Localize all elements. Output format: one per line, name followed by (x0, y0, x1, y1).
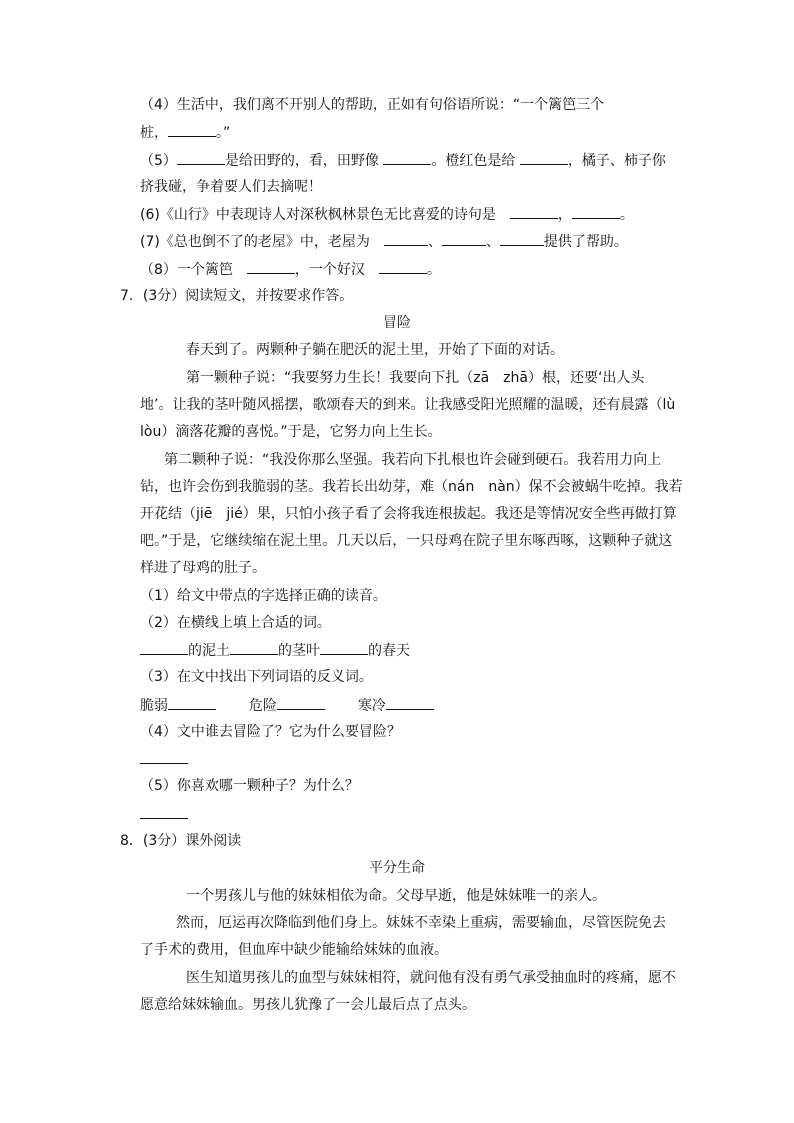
q7-sub2-fills: 的泥土 的茎叶 的春天 (140, 640, 410, 661)
answer-blank[interactable] (247, 259, 295, 274)
q8-title: 平分生命 (369, 860, 425, 876)
q7-sub1: （1）给文中带点的字选择正确的读音。 (140, 588, 387, 604)
answer-blank[interactable] (384, 231, 428, 246)
answer-blank[interactable] (320, 640, 368, 655)
q8-header: 8．(3分）课外阅读 (120, 833, 242, 849)
q7-para3-line: 吧。”于是，它继续缩在泥土里。几天以后，一只母鸡在院子里东啄西啄，这颗种子就这 (140, 533, 673, 549)
q7-header: 7．(3分）阅读短文，并按要求作答。 (120, 288, 354, 304)
q7-para2-line: lòu）滴落花瓣的喜悦。”于是，它努力向上生长。 (140, 424, 442, 440)
q7-title: 冒险 (383, 315, 411, 331)
q7-para3-line: 开花结（jiē jié）果，只怕小孩子看了会将我连根拔起。我还是等情况安全些再做打算 (140, 506, 677, 522)
q7-sub4-answer (140, 749, 188, 770)
answer-blank[interactable] (230, 640, 278, 655)
q7-sub3: （3）在文中找出下列词语的反义词。 (140, 669, 373, 685)
q6-5-line2: 挤我碰，争着要人们去摘呢！ (140, 179, 322, 195)
q7-sub5: （5）你喜欢哪一颗种子？为什么？ (140, 778, 359, 794)
q7-para3-line: 样进了母鸡的肚子。 (140, 560, 266, 576)
q7-para3-line: 钻，也许会伤到我脆弱的茎。我若长出幼芽，难（nán nàn）保不会被蜗牛吃掉。我若 (140, 479, 683, 495)
answer-blank[interactable] (500, 231, 544, 246)
answer-blank[interactable] (520, 150, 568, 165)
answer-blank[interactable] (572, 204, 620, 219)
q7-sub3-fills: 脆弱 危险 寒冷 (140, 695, 434, 716)
q7-sub4: （4）文中谁去冒险了？它为什么要冒险？ (140, 724, 401, 740)
answer-blank[interactable] (168, 695, 216, 710)
answer-blank[interactable] (442, 231, 486, 246)
q8-para1: 一个男孩儿与他的妹妹相依为命。父母早逝，他是妹妹唯一的亲人。 (186, 888, 606, 904)
q6-4-line1: （4）生活中，我们离不开别人的帮助，正如有句俗语所说：“一个篱笆三个 (140, 97, 605, 113)
q6-4-line2: 桩， 。” (140, 122, 230, 143)
q7-para1: 春天到了。两颗种子躺在肥沃的泥土里，开始了下面的对话。 (186, 342, 564, 358)
q8-para2-line: 了手术的费用，但血库中缺少能输给妹妹的血液。 (140, 942, 448, 958)
answer-blank[interactable] (140, 640, 188, 655)
q8-para2-line: 然而，厄运再次降临到他们身上。妹妹不幸染上重病，需要输血，尽管医院免去 (176, 915, 666, 931)
q7-para3-line: 第二颗种子说：“我没你那么坚强。我若向下扎根也许会碰到硬石。我若用力向上 (164, 452, 662, 468)
answer-blank[interactable] (140, 749, 188, 764)
answer-blank[interactable] (386, 695, 434, 710)
q8-para3-line: 医生知道男孩儿的血型与妹妹相符，就问他有没有勇气承受抽血时的疼痛，愿不 (186, 970, 676, 986)
q6-5-line1: （5） 是给田野的，看，田野像 。橙红色是给 ，橘子、柿子你 (140, 150, 666, 171)
q7-para2-line: 第一颗种子说：“我要努力生长！我要向下扎（zā zhā）根，还要‘出人头 (186, 370, 645, 386)
answer-blank[interactable] (140, 804, 188, 819)
q8-para3-line: 愿意给妹妹输血。男孩儿犹豫了一会儿最后点了点头。 (140, 997, 476, 1013)
answer-blank[interactable] (168, 122, 216, 137)
answer-blank[interactable] (510, 204, 558, 219)
answer-blank[interactable] (379, 259, 427, 274)
q7-para2-line: 地’。让我的茎叶随风摇摆，歌颂春天的到来。让我感受阳光照耀的温暖，还有晨露（lù (140, 397, 676, 413)
answer-blank[interactable] (277, 695, 325, 710)
q6-7: (7)《总也倒不了的老屋》中，老屋为 、 、 提供了帮助。 (140, 231, 628, 252)
q7-sub2: （2）在横线上填上合适的词。 (140, 615, 331, 631)
q6-8: （8）一个篱笆 ，一个好汉 。 (140, 259, 441, 280)
answer-blank[interactable] (383, 150, 431, 165)
answer-blank[interactable] (177, 150, 225, 165)
q6-6: (6)《山行》中表现诗人对深秋枫林景色无比喜爱的诗句是 ， 。 (140, 204, 634, 225)
q7-sub5-answer (140, 804, 188, 825)
